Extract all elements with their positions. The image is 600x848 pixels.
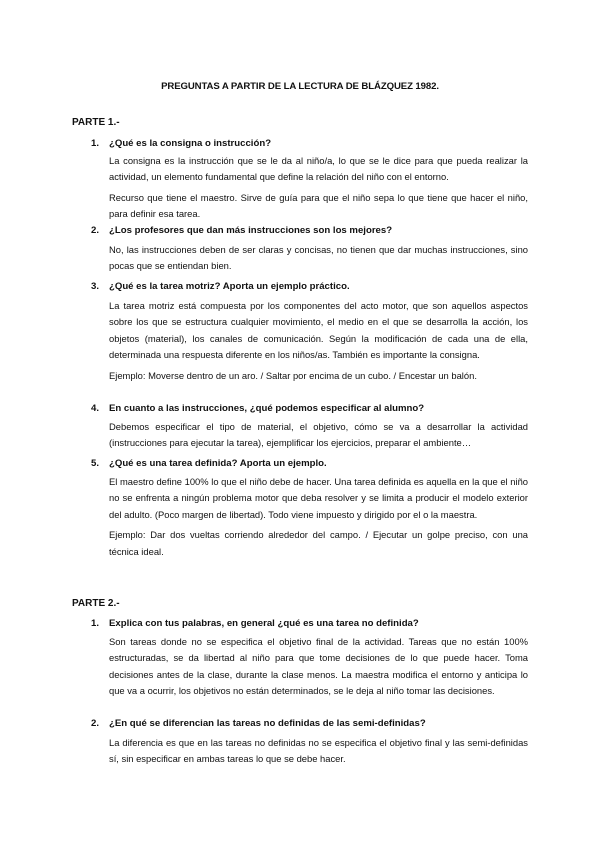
answer-paragraph: Debemos especificar el tipo de material, el objetivo, cómo se va a desarrollar la actividad (instrucciones para ejecutar la tarea), ejemplificar los ejercicios, preparar el ambiente…	[109, 421, 528, 449]
question-number: 4.	[91, 403, 100, 414]
part-1-heading: PARTE 1.-	[72, 117, 120, 128]
answer-paragraph: La consigna es la instrucción que se le da al niño/a, lo que se le dice para que pueda realizar la actividad, un elemento fundamental que define la relación del niño con el entorno.	[109, 155, 528, 183]
answer-block	[109, 419, 528, 456]
question-text: Explica con tus palabras, en general ¿qué es una tarea no definida?	[109, 618, 419, 629]
question-text: En cuanto a las instrucciones, ¿qué podemos especificar al alumno?	[109, 403, 425, 414]
answer-paragraph: La tarea motriz está compuesta por los componentes del acto motor, que son aquellos aspectos sobre los que se estructura cualquier movimiento, el medio en el que se desarrolla la acción, los objetos (material), los canales de comunicación. Según la modificación de cada una de ella, determinada una respuesta diferente en los niños/as. También es importante la consigna.	[109, 300, 528, 361]
answer-paragraph: Son tareas donde no se especifica el objetivo final de la actividad. Tareas que no están 100% estructuradas, se da libertad al niño para que tome decisiones de lo que puede hacer. Toma decisiones antes de la clase, durante la clase menos. La maestra modifica el entorno y anticipa lo que va a ocurrir, los objetivos no están determinados, se le deja al niño tomar las decisiones.	[109, 636, 528, 697]
answer-block	[109, 634, 528, 704]
answer-paragraph: Recurso que tiene el maestro. Sirve de guía para que el niño sepa lo que tiene que hacer el niño, para definir esa tarea.	[109, 191, 528, 220]
answer-paragraph: Ejemplo: Dar dos vueltas corriendo alrededor del campo. / Ejecutar un golpe preciso, con una técnica ideal.	[109, 529, 528, 557]
answer-block	[109, 474, 528, 564]
question-number: 2.	[91, 718, 100, 729]
answer-paragraph: No, las instrucciones deben de ser claras y concisas, no tienen que dar muchas instrucciones, sino pocas que se entiendan bien.	[109, 244, 528, 272]
question-text: ¿En qué se diferencian las tareas no definidas de las semi-definidas?	[109, 718, 426, 729]
question-number: 2.	[91, 225, 100, 236]
question-text: ¿Qué es la tarea motriz? Aporta un ejemplo práctico.	[109, 281, 350, 292]
part-2-heading: PARTE 2.-	[72, 598, 120, 609]
answer-block	[109, 242, 528, 279]
question-number: 1.	[91, 618, 100, 629]
answer-paragraph: Ejemplo: Moverse dentro de un aro. / Saltar por encima de un cubo. / Encestar un balón.	[109, 369, 477, 381]
question-text: ¿Qué es una tarea definida? Aporta un ejemplo.	[109, 458, 327, 469]
answer-paragraph: El maestro define 100% lo que el niño debe de hacer. Una tarea definida es aquella en la que el niño no se enfrenta a ningún problema motor que deba resolver y se limita a producir el modelo exterior del adulto. (Poco margen de libertad). Todo viene impuesto y dirigido por el o la maestra.	[109, 476, 528, 520]
answer-paragraph: La diferencia es que en las tareas no definidas no se especifica el objetivo final y las semi-definidas sí, sin especificar en ambas tareas lo que se debe hacer.	[109, 737, 528, 765]
question-number: 5.	[91, 458, 100, 469]
question-number: 3.	[91, 281, 100, 292]
question-text: ¿Los profesores que dan más instrucciones son los mejores?	[109, 225, 393, 236]
answer-block	[109, 153, 528, 227]
answer-block	[109, 298, 528, 388]
answer-block	[109, 735, 528, 772]
document-title: PREGUNTAS A PARTIR DE LA LECTURA DE BLÁZQUEZ 1982.	[161, 81, 439, 92]
question-text: ¿Qué es la consigna o instrucción?	[109, 138, 272, 149]
question-number: 1.	[91, 138, 100, 149]
